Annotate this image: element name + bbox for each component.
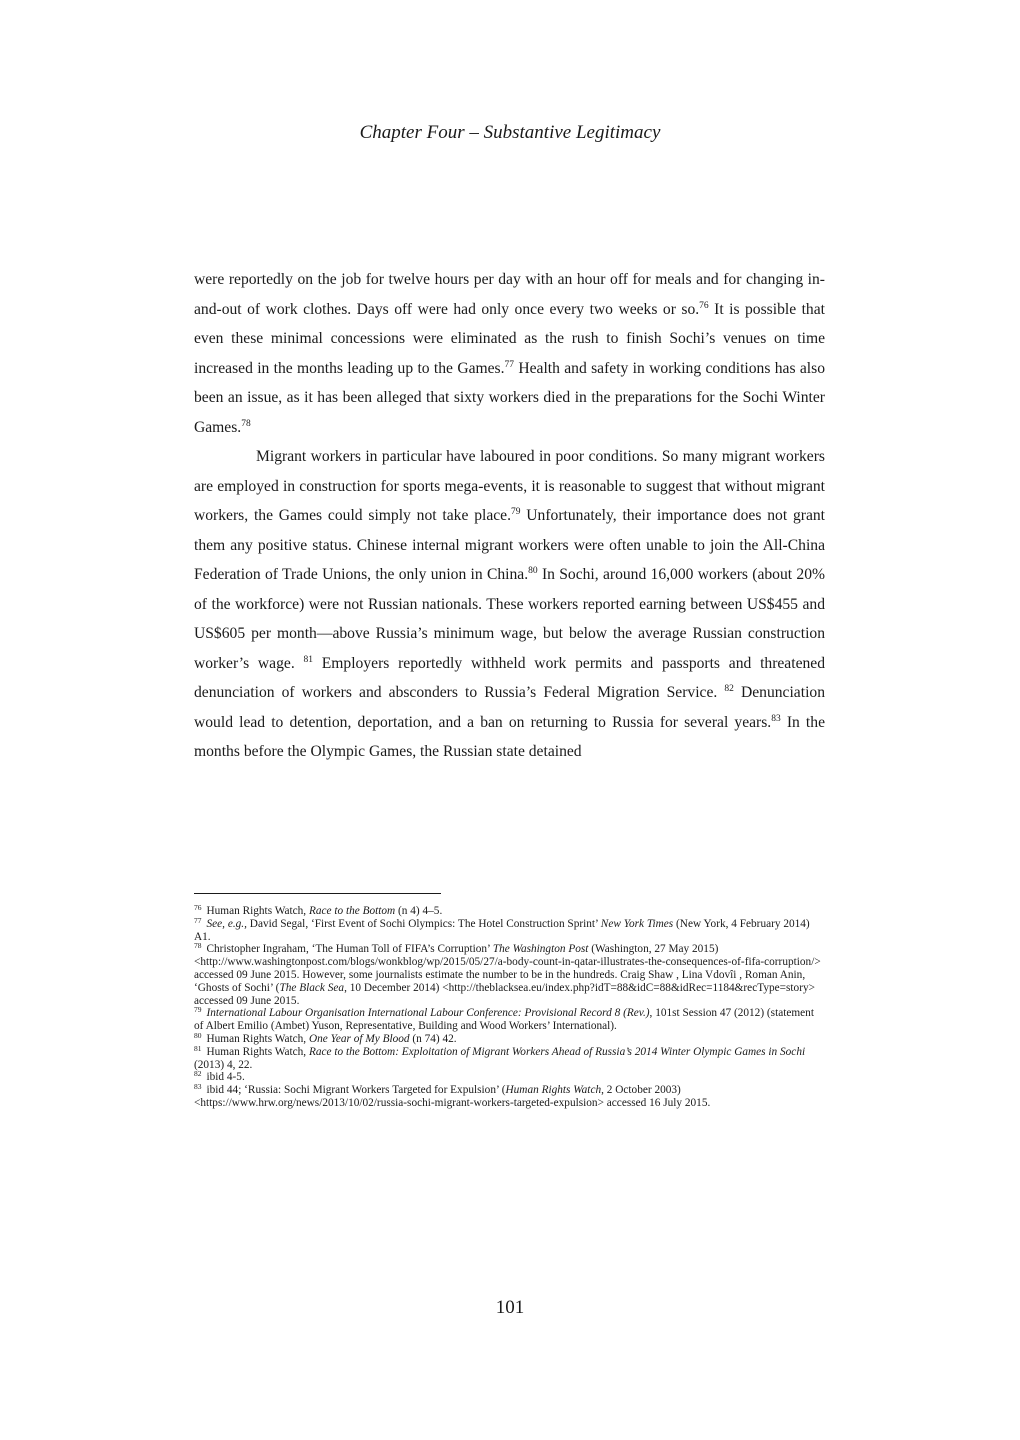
body-paragraph xyxy=(194,265,825,442)
footnote-number: 77 xyxy=(194,915,202,925)
text-run: It is possible that even these minimal concessions were eliminated as the rush to finish Sochi’s venues on time increased in the months leading up to the Games. xyxy=(194,300,825,377)
italic-run: New York Times xyxy=(600,917,674,930)
text-run: ibid 4-5. xyxy=(206,1071,245,1084)
text-run: Migrant workers in particular have laboured in poor conditions. So many migrant workers are employed in construction for sports mega-events, it is reasonable to suggest that without migrant workers, the Games could simply not take place. xyxy=(194,448,825,524)
italic-run: Race to the Bottom: Exploitation of Migrant Workers Ahead of Russia’s 2014 Winter Olympic Games in Sochi xyxy=(308,1045,806,1058)
footnote-number: 81 xyxy=(194,1043,202,1053)
body-paragraph xyxy=(194,442,825,767)
footnote-reference[interactable]: 81 xyxy=(303,654,313,665)
footnote xyxy=(194,1071,825,1084)
footnote xyxy=(194,1030,825,1046)
italic-run: Race to the Bottom xyxy=(308,905,396,917)
footnote xyxy=(194,915,825,944)
running-header: Chapter Four – Substantive Legitimacy xyxy=(359,122,661,143)
footnote xyxy=(194,905,825,918)
footnote-reference[interactable]: 82 xyxy=(724,684,734,694)
footnote-reference[interactable]: 79 xyxy=(510,507,521,517)
footnote-number: 82 xyxy=(194,1069,202,1079)
footnote-reference[interactable]: 76 xyxy=(699,300,709,311)
text-run: (2013) 4, 22. xyxy=(194,1058,253,1071)
text-run: , 10 December 2014) <http://theblacksea.eu/index.php?idT=88&idC=88&idRec=1184&recType=story> accessed 09 June 2015. xyxy=(194,981,815,1007)
text-run: Christopher Ingraham, ‘The Human Toll of FIFA’s Corruption’ xyxy=(206,943,493,956)
text-run: In Sochi, around 16,000 workers (about 20% of the workforce) were not Russian nationals. These workers reported earning between US$455 and US$605 per month—above Russia’s minimum wage, but below the average Russian construction worker’s wage. xyxy=(194,566,825,672)
text-run: Human Rights Watch, xyxy=(206,905,309,917)
text-run: Health and safety in working conditions has also been an issue, as it has been alleged that sixty workers died in the preparations for the Sochi Winter Games. xyxy=(194,359,825,436)
text-run: Employers reportedly withheld work permits and passports and threatened denunciation of workers and absconders to Russia’s Federal Migration Service. xyxy=(194,654,825,701)
footnote-number: 79 xyxy=(194,1005,202,1015)
italic-run: The Washington Post xyxy=(492,943,589,956)
text-run: Denunciation would lead to detention, deportation, and a ban on returning to Russia for several years. xyxy=(194,684,825,731)
footnote xyxy=(194,1084,825,1110)
text-run: were reportedly on the job for twelve hours per day with an hour off for meals and for changing in-and-out of work clothes. Days off were had only once every two weeks or so. xyxy=(194,271,825,318)
italic-run: The Black Sea xyxy=(279,981,345,994)
text-run: Human Rights Watch, xyxy=(206,1032,309,1045)
text-run: , 2 October 2003) <https://www.hrw.org/news/2013/10/02/russia-sochi-migrant-workers-targeted-expulsion> accessed 16 July 2015. xyxy=(194,1084,711,1109)
text-run: (Washington, 27 May 2015) <http://www.washingtonpost.com/blogs/wonkblog/wp/2015/05/27/a-body-count-in-qatar-illustrates-the-consequences-of-fifa-corruption/> accessed 09 June 2015. However, some journalists estimate the number to be in the hundreds. Craig Shaw , Lina Vdovîi , Roman Anin, ‘Ghosts of Sochi’ ( xyxy=(194,943,821,994)
text-run: (New York, 4 February 2014) A1. xyxy=(194,917,810,943)
footnote-number: 80 xyxy=(194,1030,202,1040)
footnote-number: 76 xyxy=(194,903,202,912)
page-number: 101 xyxy=(495,1297,525,1318)
footnote xyxy=(194,1043,825,1072)
text-run: (n 4) 4–5. xyxy=(395,905,443,917)
footnote-reference[interactable]: 77 xyxy=(504,359,515,370)
italic-run: See, e.g., xyxy=(206,917,247,930)
italic-run: One Year of My Blood xyxy=(308,1032,410,1045)
footnote-number: 78 xyxy=(194,941,202,951)
text-run: Human Rights Watch, xyxy=(206,1045,309,1058)
text-run: David Segal, ‘First Event of Sochi Olympics: The Hotel Construction Sprint’ xyxy=(246,917,601,930)
italic-run: International Labour Organisation International Labour Conference: Provisional Record 8 (Rev.) xyxy=(206,1007,650,1020)
text-run: In the months before the Olympic Games, the Russian state detained xyxy=(194,713,825,760)
text-run: , 101st Session 47 (2012) (statement of Albert Emilio (Ambet) Yuson, Representative, Building and Wood Workers’ International). xyxy=(194,1007,814,1033)
footnote xyxy=(194,943,825,1007)
text-run: (n 74) 42. xyxy=(409,1032,457,1045)
footnote-reference[interactable]: 83 xyxy=(771,713,781,724)
footnote-reference[interactable]: 80 xyxy=(528,566,538,576)
text-run: ibid 44; ‘Russia: Sochi Migrant Workers Targeted for Expulsion’ ( xyxy=(206,1084,506,1097)
footnote-separator xyxy=(194,893,441,894)
text-run: Unfortunately, their importance does not grant them any positive status. Chinese internal migrant workers were often unable to join the All-China Federation of Trade Unions, the only union in China. xyxy=(194,507,826,583)
italic-run: Human Rights Watch xyxy=(505,1084,602,1097)
footnote-reference[interactable]: 78 xyxy=(241,418,251,429)
footnote xyxy=(194,1007,825,1033)
body-text xyxy=(194,265,825,767)
footnotes xyxy=(194,905,825,1110)
footnote-number: 83 xyxy=(194,1082,202,1092)
